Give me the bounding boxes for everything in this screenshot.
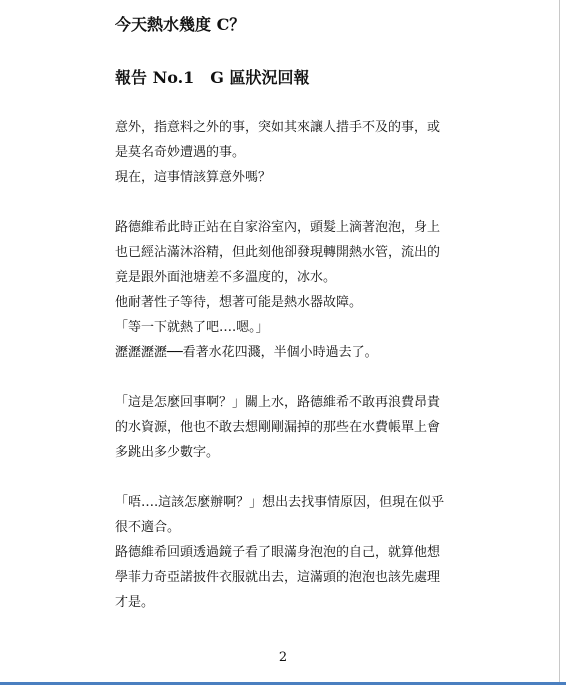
text-line: 學菲力奇亞諾披件衣服就出去，這滿頭的泡泡也該先處理 xyxy=(115,570,441,585)
text-line: 是莫名奇妙遭遇的事。 xyxy=(115,145,246,160)
text-line: 竟是跟外面池塘差不多溫度的，冰水。 xyxy=(115,270,337,285)
blank-line xyxy=(115,190,470,215)
text-line: 現在，這事情該算意外嗎？ xyxy=(115,170,272,185)
page-number: 2 xyxy=(278,650,288,665)
text-line: 意外，指意料之外的事，突如其來讓人措手不及的事，或 xyxy=(115,120,441,135)
report-title: 報告 No.1 G 區狀況回報 xyxy=(115,68,310,87)
body-text xyxy=(115,115,470,615)
blank-line xyxy=(115,465,470,490)
blank-line xyxy=(115,365,470,390)
text-line: 很不適合。 xyxy=(115,520,181,535)
text-line: 瀝瀝瀝瀝──看著水花四濺，半個小時過去了。 xyxy=(115,345,378,360)
text-line: 路德維希此時正站在自家浴室內，頭髮上滴著泡泡，身上 xyxy=(115,220,441,235)
document-title: 今天熱水幾度 C？ xyxy=(115,15,246,34)
text-line: 多跳出多少數字。 xyxy=(115,445,220,460)
text-line: 「等一下就熱了吧….嗯。」 xyxy=(115,320,269,335)
text-line: 「這是怎麼回事啊？」關上水，路德維希不敢再浪費昂貴 xyxy=(115,395,441,410)
text-line: 才是。 xyxy=(115,595,155,610)
text-line: 也已經沾滿沐浴精，但此刻他卻發現轉開熱水管，流出的 xyxy=(115,245,441,260)
document-body xyxy=(115,12,470,610)
text-line: 的水資源，他也不敢去想剛剛漏掉的那些在水費帳單上會 xyxy=(115,420,441,435)
text-line: 路德維希回頭透過鏡子看了眼滿身泡泡的自己，就算他想 xyxy=(115,545,441,560)
text-line: 「唔….這該怎麼辦啊？」想出去找事情原因，但現在似乎 xyxy=(115,495,445,510)
text-line: 他耐著性子等待，想著可能是熱水器故障。 xyxy=(115,295,363,310)
